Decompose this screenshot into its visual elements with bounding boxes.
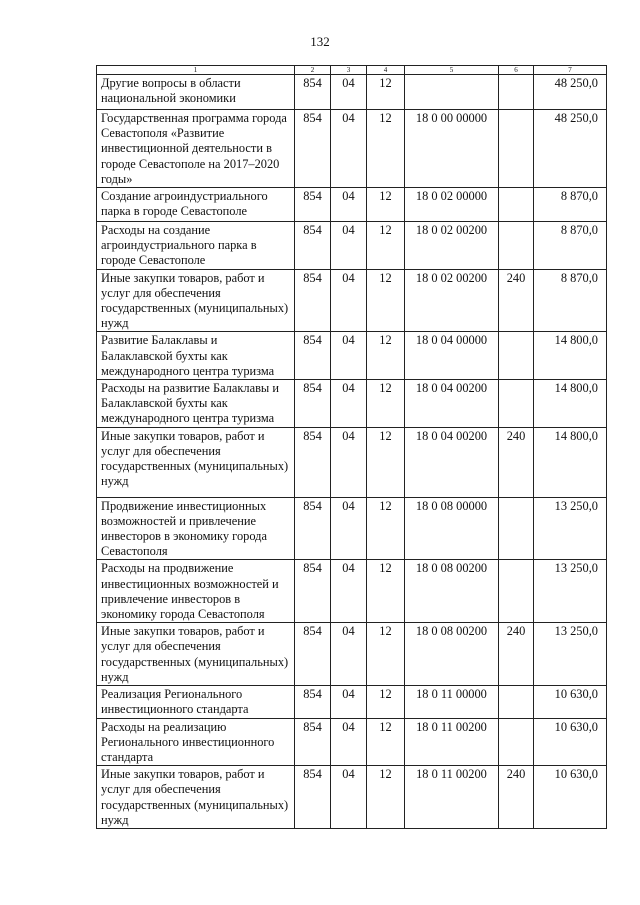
row-name-cell: Продвижение инвестиционных возможностей и привлечение инвесторов в экономику города Севастополя (97, 497, 295, 560)
row-cell-c5: 18 0 02 00000 (405, 188, 499, 222)
row-cell-c5: 18 0 04 00200 (405, 380, 499, 428)
row-cell-c7: 14 800,0 (534, 380, 607, 428)
table-row (97, 623, 607, 686)
row-cell-c4: 12 (367, 188, 405, 222)
row-cell-c2: 854 (295, 718, 331, 766)
row-cell-c4: 12 (367, 269, 405, 332)
row-cell-c5: 18 0 02 00200 (405, 222, 499, 270)
row-cell-c5: 18 0 00 00000 (405, 110, 499, 188)
table-row (97, 686, 607, 718)
row-cell-c6 (499, 497, 534, 560)
row-cell-c3: 04 (331, 188, 367, 222)
row-cell-c6: 240 (499, 766, 534, 829)
row-cell-c6: 240 (499, 269, 534, 332)
row-cell-c7: 48 250,0 (534, 75, 607, 110)
row-cell-c2: 854 (295, 766, 331, 829)
row-cell-c3: 04 (331, 110, 367, 188)
table-row (97, 380, 607, 428)
row-cell-c7: 8 870,0 (534, 222, 607, 270)
row-name-cell: Расходы на реализацию Регионального инвестиционного стандарта (97, 718, 295, 766)
table-row (97, 332, 607, 380)
column-header: 3 (331, 66, 367, 75)
row-cell-c4: 12 (367, 560, 405, 623)
row-cell-c5 (405, 75, 499, 110)
row-cell-c2: 854 (295, 188, 331, 222)
column-header: 2 (295, 66, 331, 75)
row-cell-c7: 14 800,0 (534, 427, 607, 497)
row-cell-c6 (499, 718, 534, 766)
row-name-cell: Другие вопросы в области национальной экономики (97, 75, 295, 110)
row-name-cell: Иные закупки товаров, работ и услуг для обеспечения государственных (муниципальных) нужд (97, 623, 295, 686)
row-cell-c5: 18 0 02 00200 (405, 269, 499, 332)
table-row (97, 269, 607, 332)
row-cell-c7: 10 630,0 (534, 766, 607, 829)
column-header: 7 (534, 66, 607, 75)
row-cell-c2: 854 (295, 497, 331, 560)
row-cell-c2: 854 (295, 686, 331, 718)
row-cell-c3: 04 (331, 623, 367, 686)
row-cell-c3: 04 (331, 560, 367, 623)
row-cell-c5: 18 0 11 00200 (405, 766, 499, 829)
row-name-cell: Развитие Балаклавы и Балаклавской бухты как международного центра туризма (97, 332, 295, 380)
row-cell-c2: 854 (295, 560, 331, 623)
table-row (97, 222, 607, 270)
row-cell-c5: 18 0 11 00000 (405, 686, 499, 718)
row-cell-c6 (499, 110, 534, 188)
row-cell-c3: 04 (331, 222, 367, 270)
table-row (97, 560, 607, 623)
row-cell-c3: 04 (331, 332, 367, 380)
row-name-cell: Иные закупки товаров, работ и услуг для обеспечения государственных (муниципальных) нужд (97, 269, 295, 332)
row-cell-c3: 04 (331, 380, 367, 428)
row-cell-c3: 04 (331, 718, 367, 766)
row-cell-c3: 04 (331, 75, 367, 110)
row-cell-c2: 854 (295, 110, 331, 188)
row-cell-c4: 12 (367, 766, 405, 829)
row-cell-c4: 12 (367, 427, 405, 497)
row-cell-c5: 18 0 04 00200 (405, 427, 499, 497)
row-cell-c4: 12 (367, 332, 405, 380)
row-cell-c6 (499, 560, 534, 623)
table-row (97, 188, 607, 222)
row-cell-c7: 14 800,0 (534, 332, 607, 380)
row-cell-c5: 18 0 04 00000 (405, 332, 499, 380)
row-name-cell: Государственная программа города Севастополя «Развитие инвестиционной деятельности в городе Севастополе на 2017–2020 годы» (97, 110, 295, 188)
row-cell-c2: 854 (295, 623, 331, 686)
row-name-cell: Расходы на продвижение инвестиционных возможностей и привлечение инвесторов в экономику города Севастополя (97, 560, 295, 623)
row-cell-c7: 10 630,0 (534, 686, 607, 718)
row-cell-c4: 12 (367, 497, 405, 560)
row-name-cell: Иные закупки товаров, работ и услуг для обеспечения государственных (муниципальных) нужд (97, 766, 295, 829)
page-number: 132 (310, 34, 330, 49)
row-cell-c7: 13 250,0 (534, 623, 607, 686)
table-row (97, 497, 607, 560)
column-number-row (97, 66, 607, 75)
row-cell-c7: 8 870,0 (534, 188, 607, 222)
row-cell-c3: 04 (331, 497, 367, 560)
row-cell-c6 (499, 222, 534, 270)
row-cell-c6 (499, 380, 534, 428)
row-cell-c3: 04 (331, 269, 367, 332)
row-cell-c6 (499, 332, 534, 380)
row-cell-c4: 12 (367, 75, 405, 110)
table-row (97, 718, 607, 766)
row-cell-c5: 18 0 08 00200 (405, 623, 499, 686)
row-cell-c4: 12 (367, 718, 405, 766)
row-cell-c7: 13 250,0 (534, 560, 607, 623)
row-cell-c6 (499, 686, 534, 718)
row-cell-c6: 240 (499, 427, 534, 497)
column-header: 5 (405, 66, 499, 75)
row-cell-c6 (499, 188, 534, 222)
row-cell-c6: 240 (499, 623, 534, 686)
row-cell-c7: 13 250,0 (534, 497, 607, 560)
row-cell-c4: 12 (367, 686, 405, 718)
row-cell-c2: 854 (295, 269, 331, 332)
row-cell-c4: 12 (367, 110, 405, 188)
row-cell-c2: 854 (295, 222, 331, 270)
table-row (97, 110, 607, 188)
column-header: 1 (97, 66, 295, 75)
row-cell-c4: 12 (367, 623, 405, 686)
row-cell-c7: 8 870,0 (534, 269, 607, 332)
table-row (97, 766, 607, 829)
row-cell-c2: 854 (295, 427, 331, 497)
row-cell-c2: 854 (295, 332, 331, 380)
table-row (97, 75, 607, 110)
budget-table (96, 65, 607, 829)
row-name-cell: Иные закупки товаров, работ и услуг для обеспечения государственных (муниципальных) нужд (97, 427, 295, 497)
column-header: 4 (367, 66, 405, 75)
row-cell-c4: 12 (367, 222, 405, 270)
row-cell-c5: 18 0 08 00000 (405, 497, 499, 560)
row-cell-c6 (499, 75, 534, 110)
column-header: 6 (499, 66, 534, 75)
row-cell-c3: 04 (331, 686, 367, 718)
row-cell-c5: 18 0 11 00200 (405, 718, 499, 766)
row-cell-c4: 12 (367, 380, 405, 428)
row-cell-c3: 04 (331, 427, 367, 497)
row-name-cell: Реализация Регионального инвестиционного стандарта (97, 686, 295, 718)
row-cell-c5: 18 0 08 00200 (405, 560, 499, 623)
row-cell-c3: 04 (331, 766, 367, 829)
row-name-cell: Расходы на создание агроиндустриального парка в городе Севастополе (97, 222, 295, 270)
row-cell-c7: 48 250,0 (534, 110, 607, 188)
row-name-cell: Расходы на развитие Балаклавы и Балаклавской бухты как международного центра туризма (97, 380, 295, 428)
row-cell-c2: 854 (295, 75, 331, 110)
row-name-cell: Создание агроиндустриального парка в городе Севастополе (97, 188, 295, 222)
row-cell-c2: 854 (295, 380, 331, 428)
table-row (97, 427, 607, 497)
row-cell-c7: 10 630,0 (534, 718, 607, 766)
